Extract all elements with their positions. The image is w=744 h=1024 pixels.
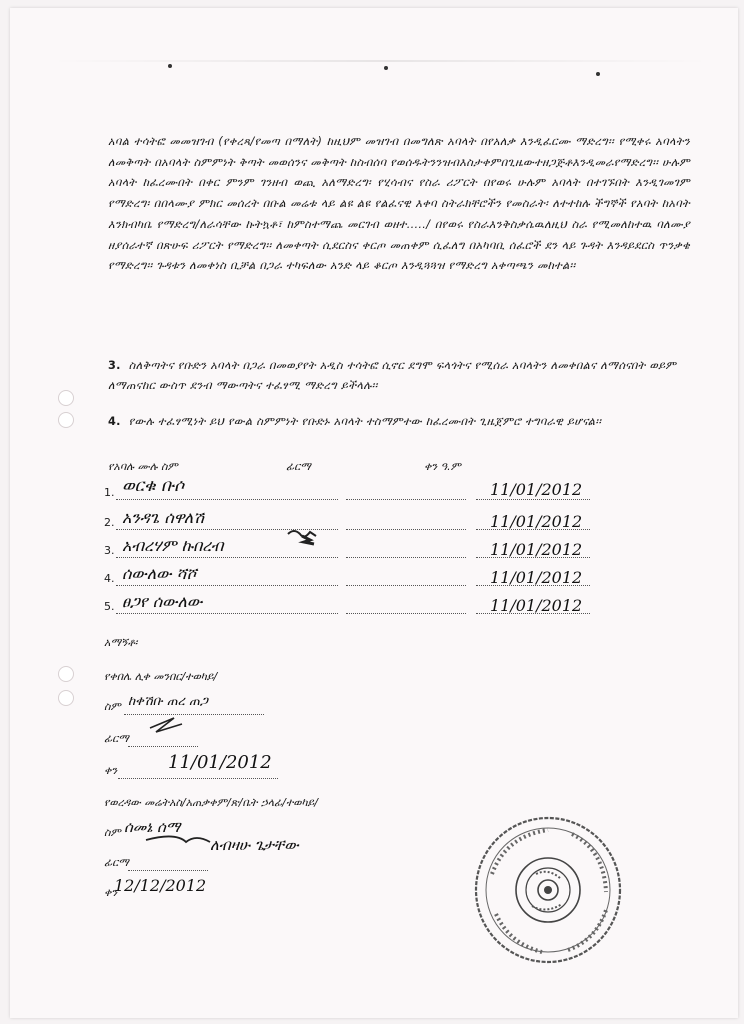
member-index: 5.: [104, 600, 115, 613]
clause-3-text: ስለቅጣትና የቡድን አባላት በጋራ በመወያየት አዲስ ተሳትፎ ሲኖር ደግሞ ፍላጎትና የሚሰራ አባላትን ለመቀበልና ለማሰናበት ወይም ለማጠናከር ውስጥ ደንብ ማውጣትና ተፈፃሚ ማድረግ ይችላሉ፡፡: [108, 359, 677, 392]
kebele-signature-line: [128, 746, 198, 747]
member-date-handwritten: 11/01/2012: [490, 540, 583, 559]
column-header-signature: ፊርማ: [286, 460, 311, 473]
member-name-handwritten: ፀጋየ ሰውለው: [122, 592, 203, 611]
office-signature-line: [128, 870, 208, 871]
office-name-label: ስም: [104, 826, 121, 839]
kebele-date-label: ቀን: [104, 764, 118, 777]
office-date-label: ቀን: [104, 886, 118, 899]
kebele-name-line: [124, 714, 264, 715]
member-name-handwritten: አብረሃም ኩበረብ: [122, 536, 224, 555]
kebele-name-handwritten: ከቀሽቡ ጠረ ጠጋ: [128, 694, 208, 709]
member-name-handwritten: ሰውለው ሻሾ: [122, 564, 197, 583]
clause-4-text: የውሉ ተፈፃሚነት ይህ የውል ስምምነት የቡድኑ አባላት ተስማምተው ከፈረሙበት ጊዜጀምሮ ተግባራዊ ይሆናል፡፡: [128, 415, 602, 428]
member-date-handwritten: 11/01/2012: [490, 568, 583, 587]
office-signature-label: ፊርማ: [104, 856, 129, 869]
official-stamp: [472, 814, 624, 966]
kebele-date-handwritten: 11/01/2012: [168, 752, 272, 773]
clause-4-number: 4.: [108, 415, 121, 428]
paragraph-main: አባል ተሳትፎ መመዝገብ (የቀረጻ/የመጣ በማለት) ከዚህም መዝገብ በመግለጽ አባላት በየአለቃ እንዲፈርሙ ማድረግ፡፡ የሚቀሩ አባላትን ለመቅጣት በአባላት ስምምነት ቅጣት መወሰንና መቅጣት ከስብሰባ የወሰዱትንንዝብእስታቀምበጊዜውተዘጋጅቶእንዲመራየማድረግ፡፡ ሁሉም አባላት ከፈረሙበት በቀር ምንም ገንዘብ ወጪ አለማድረግ፡ የሂሳብና የስራ ሪፖርት በየወሩ ሁሉም አባላት በተገኙበት እንዲገመገም የማድረግ፡ በበላሙያ ምክር መሰረት በቡል መሬቱ ላይ ልዩ ልዩ የልፈናዊ እቀባ ስትራክቸሮችን የመስራት፡ ለተተከሉ ችግኞች የአባት ከአባት እንክብካቤ የማድረግ/ለራሳቸው ኩትኳቶ፣ ከምስተማጨ መርገብ ወዘተ...../ በየወሩ የስራእንቅስቃሴዉለዚህ ስራ የሚመለከተዉ ባለሙያ ዘያሰራተኛ በጽሁፍ ሪፖርት የማድረግ፡፡ ለመቀጣት ሲደርስና ቀርጦ መጠቀም ሲፈለግ በአካባቢ ሰፈሮች ደን ላይ ጉዳት እንዳይደርስ ጥንቃቄ የማድረግ፡፡ ጉዳቱን ለመቀነስ ቢቻል በጋራ ተካፍለው አንድ ላይ ቆርጦ እንዲጓጓዝ የማድረግ አቀጣጫን መከተል፡፡: [108, 135, 690, 273]
member-date-handwritten: 11/01/2012: [490, 512, 583, 531]
kebele-signature-label: ፊርማ: [104, 732, 129, 745]
kebele-name-label: ስም: [104, 700, 121, 713]
office-name-handwritten: ሰመኔ ሰማ: [124, 818, 181, 836]
member-index: 2.: [104, 516, 115, 529]
member-name-handwritten: አንዳጌ ሰዋለሽ: [122, 508, 204, 527]
office-signature-mark: [146, 836, 210, 842]
member-index: 1.: [104, 486, 115, 499]
member-name-handwritten: ወርቁ ቡሶ: [122, 476, 185, 496]
signature-mark-3: [288, 531, 316, 537]
approval-label: አማኝቶ፡: [104, 636, 138, 649]
column-header-date: ቀን ዓ.ም: [424, 460, 461, 473]
member-date-handwritten: 11/01/2012: [490, 480, 583, 499]
member-index: 4.: [104, 572, 115, 585]
office-title: የወረዳው መሬትአስ/አጠቃቀም/ጽ/ቤት ኃላፊ/ተወካይ/: [104, 796, 318, 809]
member-index: 3.: [104, 544, 115, 557]
member-date-handwritten: 11/01/2012: [490, 596, 583, 615]
office-date-handwritten: 12/12/2012: [114, 876, 207, 895]
kebele-signature-mark: [150, 718, 182, 732]
kebele-date-line: [118, 778, 278, 779]
office-name-handwritten-2: ለብዛሁ ጌታቸው: [210, 836, 299, 854]
signature-mark-3b: [302, 536, 314, 544]
column-header-name: የአባሉ ሙሉ ስም: [108, 460, 178, 473]
clause-3-number: 3.: [108, 359, 121, 372]
kebele-title: የቀበሌ ሊቀ መንበር/ተወካይ/: [104, 670, 218, 683]
